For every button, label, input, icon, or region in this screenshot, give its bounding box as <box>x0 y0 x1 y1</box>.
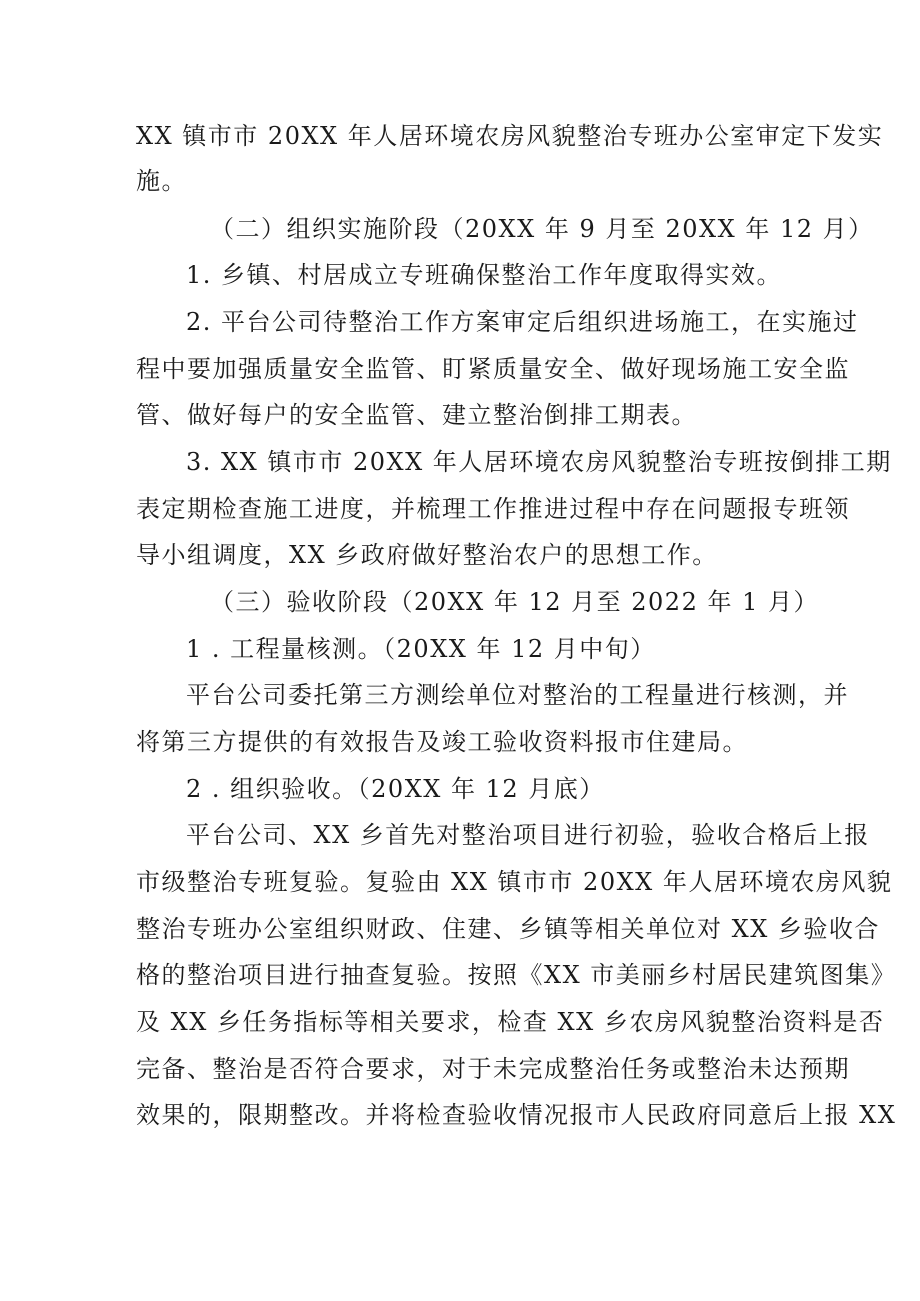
text-line: 将第三方提供的有效报告及竣工验收资料报市住建局。 <box>136 728 748 756</box>
text-line: 及 XX 乡任务指标等相关要求，检查 XX 乡农房风貌整治资料是否 <box>136 1008 885 1036</box>
text-line: XX 镇市市 20XX 年人居环境农房风貌整治专班办公室审定下发实 <box>136 122 884 150</box>
section-heading: （三）验收阶段（20XX 年 12 月至 2022 年 1 月） <box>210 588 819 616</box>
text-line: 1 . 工程量核测。（20XX 年 12 月中旬） <box>186 635 656 663</box>
text-line: 1. 乡镇、村居成立专班确保整治工作年度取得实效。 <box>186 261 783 289</box>
text-line: 市级整治专班复验。复验由 XX 镇市市 20XX 年人居环境农房风貌 <box>136 868 893 896</box>
text-line: 整治专班办公室组织财政、住建、乡镇等相关单位对 XX 乡验收合 <box>136 915 880 943</box>
text-line: 导小组调度，XX 乡政府做好整治农户的思想工作。 <box>136 541 718 569</box>
text-line: 管、做好每户的安全监管、建立整治倒排工期表。 <box>136 401 697 429</box>
text-line: 施。 <box>136 167 187 195</box>
section-heading: （二）组织实施阶段（20XX 年 9 月至 20XX 年 12 月） <box>210 215 874 243</box>
text-line: 完备、整治是否符合要求，对于未完成整治任务或整治未达预期 <box>136 1055 850 1083</box>
text-line: 表定期检查施工进度，并梳理工作推进过程中存在问题报专班领 <box>136 495 850 523</box>
text-line: 格的整治项目进行抽查复验。按照《XX 市美丽乡村居民建筑图集》 <box>136 961 897 989</box>
text-line: 程中要加强质量安全监管、盯紧质量安全、做好现场施工安全监 <box>136 355 850 383</box>
text-line: 平台公司、XX 乡首先对整治项目进行初验，验收合格后上报 <box>186 821 870 849</box>
text-line: 3. XX 镇市市 20XX 年人居环境农房风貌整治专班按倒排工期 <box>186 448 892 476</box>
text-line: 2 . 组织验收。（20XX 年 12 月底） <box>186 775 605 803</box>
text-line: 平台公司委托第三方测绘单位对整治的工程量进行核测，并 <box>186 681 849 709</box>
text-line: 2. 平台公司待整治工作方案审定后组织进场施工，在实施过 <box>186 308 859 336</box>
text-line: 效果的，限期整改。并将检查验收情况报市人民政府同意后上报 XX <box>136 1101 897 1129</box>
